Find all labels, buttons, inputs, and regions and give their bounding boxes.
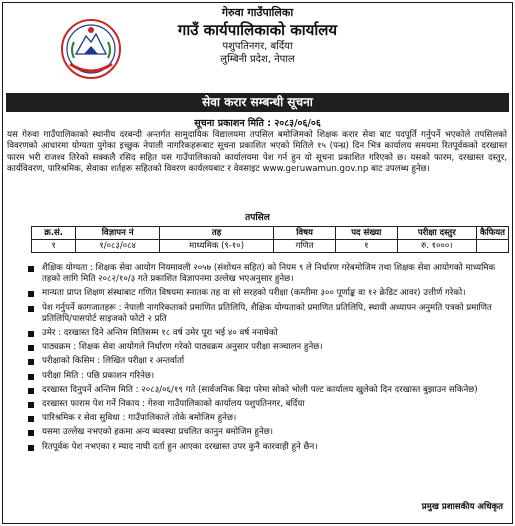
condition-text: पाठ्यक्रम : शिक्षक सेवा आयोगले निर्धारण गरेको पाठ्यक्रम अनुसार परीक्षा सञ्चालन हुनेछ। xyxy=(42,342,323,353)
bullet-icon xyxy=(28,416,34,422)
list-item xyxy=(28,371,506,382)
column-header: विज्ञापन नं xyxy=(76,227,160,240)
condition-text: दरखास्त दिनुपर्ने अन्तिम मिति : २०८३/०६/१९ गते (सार्वजनिक बिदा परेमा सोको भोली पल्ट कार्यालय खुलेको दिन दरखास्त बुझाउन सकिनेछ) xyxy=(42,384,478,395)
list-item xyxy=(28,288,506,299)
bullet-icon xyxy=(28,430,34,436)
notice-intro-paragraph: यस गेरुवा गाउँपालिकाको स्थानीय दरबन्दी अन्तर्गत सामुदायिक विद्यालयमा तपसिल बमोजिमको शिक्षक करार सेवा बाट पदपूर्ति गर्नुपर्ने भएकोले तपसिलको विवरणको आधारमा योग्यता पुगेका इच्छुक नेपाली नागरिकहरूबाट सूचना प्रकाशित भएको मितिले १५ (पन्ध्र) दिन भित्र कार्यालय समयमा रितपूर्वकको दरखास्त फारम भरी राजश्व तिरेको सक्कलै रसिद सहित यस गाउँपालिकाको कार्यालयमा पेश गर्न हुन यो सूचना प्रकाशित गरिएको छ। यसको फारम, दरखास्त दस्तुर, कार्यविवरण, पारिश्रमिक, सेवाका शर्तहरू सहितको विवरण कार्यलयबाट र वेवसाइट www.geruwamun.gov.np बाट उपलब्ध हुनेछ। xyxy=(7,130,507,174)
list-item xyxy=(28,303,506,325)
column-header: कैफियत xyxy=(476,227,508,240)
signatory-title: प्रमुख प्रशासकीय अधिकृत xyxy=(421,502,503,512)
table-cell: रु. १०००। xyxy=(397,240,476,253)
table-header-row xyxy=(32,227,509,240)
notice-title: सेवा करार सम्बन्धी सूचना xyxy=(6,93,509,112)
bullet-icon xyxy=(28,359,34,365)
province-name: लुम्बिनी प्रदेश, नेपाल xyxy=(220,54,295,65)
bullet-icon xyxy=(28,374,34,380)
condition-text: यसमा उल्लेख नभएको हकमा अन्य ब्यवस्था प्रचलित कानुन बमोजिम हुनेछ। xyxy=(42,427,274,438)
condition-text: पेश गर्नुपर्ने कागजातहरू : नेपाली नागरिकताको प्रमाणित प्रतिलिपि, शैक्षिक योग्यताको प्रमाणित प्रतिलिपि, स्थायी अध्यापन अनुमति पत्रको प्रमाणित प्रतिलिपि/पासपोर्ट साइजको फोटो २ प्रति xyxy=(42,302,492,324)
table-cell: माध्यमिक (९-१०) xyxy=(159,240,273,253)
table-cell: १/०८३/०८४ xyxy=(76,240,160,253)
list-item xyxy=(28,385,506,396)
table-caption: तपसिल xyxy=(245,213,270,223)
condition-text: शैक्षिक योग्यता : शिक्षक सेवा आयोग नियमावली २०५७ (संशोधन सहित) को नियम ९ ले निर्धारण गरेबमोजिम तथा शिक्षक सेवा आयोगको माध्यमिक तहको लागि मिति २०८२/१०/३ गते प्रकाशित विज्ञापनमा उल्लेख भएअनुसार हुनेछ। xyxy=(42,263,496,285)
municipality-name: गेरुवा गाउँपालिका xyxy=(221,6,294,19)
condition-text: परीक्षाको किसिम : लिखित परीक्षा र अन्तर्वार्ता xyxy=(42,356,185,367)
bullet-icon xyxy=(28,266,34,272)
bullet-icon xyxy=(28,331,34,337)
table-cell: १ xyxy=(335,240,397,253)
table-cell xyxy=(476,240,508,253)
condition-text: दरखास्त फाराम पेश गर्ने निकाय : गेरुवा गाउँपालिकाको कार्यालय पशुपतिनगर, बर्दिया xyxy=(42,399,305,410)
conditions-list xyxy=(28,263,506,456)
bullet-icon xyxy=(28,291,34,297)
condition-text: रितपूर्वक पेश नभएका र म्याद नाघी दर्ता हुन आएका दरखास्त उपर कुनै कारवाही हुने छैन। xyxy=(42,441,318,452)
vacancy-table xyxy=(31,226,509,253)
column-header: परीक्षा दस्तुर xyxy=(397,227,476,240)
bullet-icon xyxy=(28,445,34,451)
list-item xyxy=(28,399,506,410)
publication-date: सूचना प्रकाशन मिति : २०८३/०६/०६ xyxy=(194,118,321,129)
bullet-icon xyxy=(28,402,34,408)
list-item xyxy=(28,442,506,453)
list-item xyxy=(28,427,506,438)
table-cell: १ xyxy=(32,240,76,253)
list-item xyxy=(28,342,506,353)
column-header: पद संख्या xyxy=(335,227,397,240)
list-item xyxy=(28,263,506,285)
bullet-icon xyxy=(28,306,34,312)
condition-text: पारिश्रमिक र सेवा सुविधा : गाउँपालिकाले तोके बमोजिम हुनेछ। xyxy=(42,413,237,424)
list-item xyxy=(28,328,506,339)
list-item xyxy=(28,356,506,367)
table-cell: गणित xyxy=(274,240,336,253)
table-row xyxy=(32,240,509,253)
condition-text: उमेर : दरखास्त दिने अन्तिम मितिसम्म १८ वर्ष उमेर पूरा भई ४० वर्ष ननाघेको xyxy=(42,328,278,339)
office-header xyxy=(0,6,515,66)
list-item xyxy=(28,413,506,424)
office-address: पशुपतिनगर, बर्दिया xyxy=(222,41,293,52)
condition-text: परीक्षा मिति : पछि प्रकाशन गरिनेछ। xyxy=(42,370,155,381)
column-header: विषय xyxy=(274,227,336,240)
column-header: क्र.सं. xyxy=(32,227,76,240)
column-header: तह xyxy=(159,227,273,240)
bullet-icon xyxy=(28,345,34,351)
bullet-icon xyxy=(28,388,34,394)
office-name: गाउँ कार्यपालिकाको कार्यालय xyxy=(177,21,338,39)
condition-text: मान्यता प्राप्त शिक्षण संस्थाबाट गणित विषयमा स्नातक तह वा सो सरहको परीक्षा (कम्तीमा ३०० पूर्णाङ्क वा १२ क्रेडिट आवर) उत्तीर्ण गरेको। xyxy=(42,288,466,299)
